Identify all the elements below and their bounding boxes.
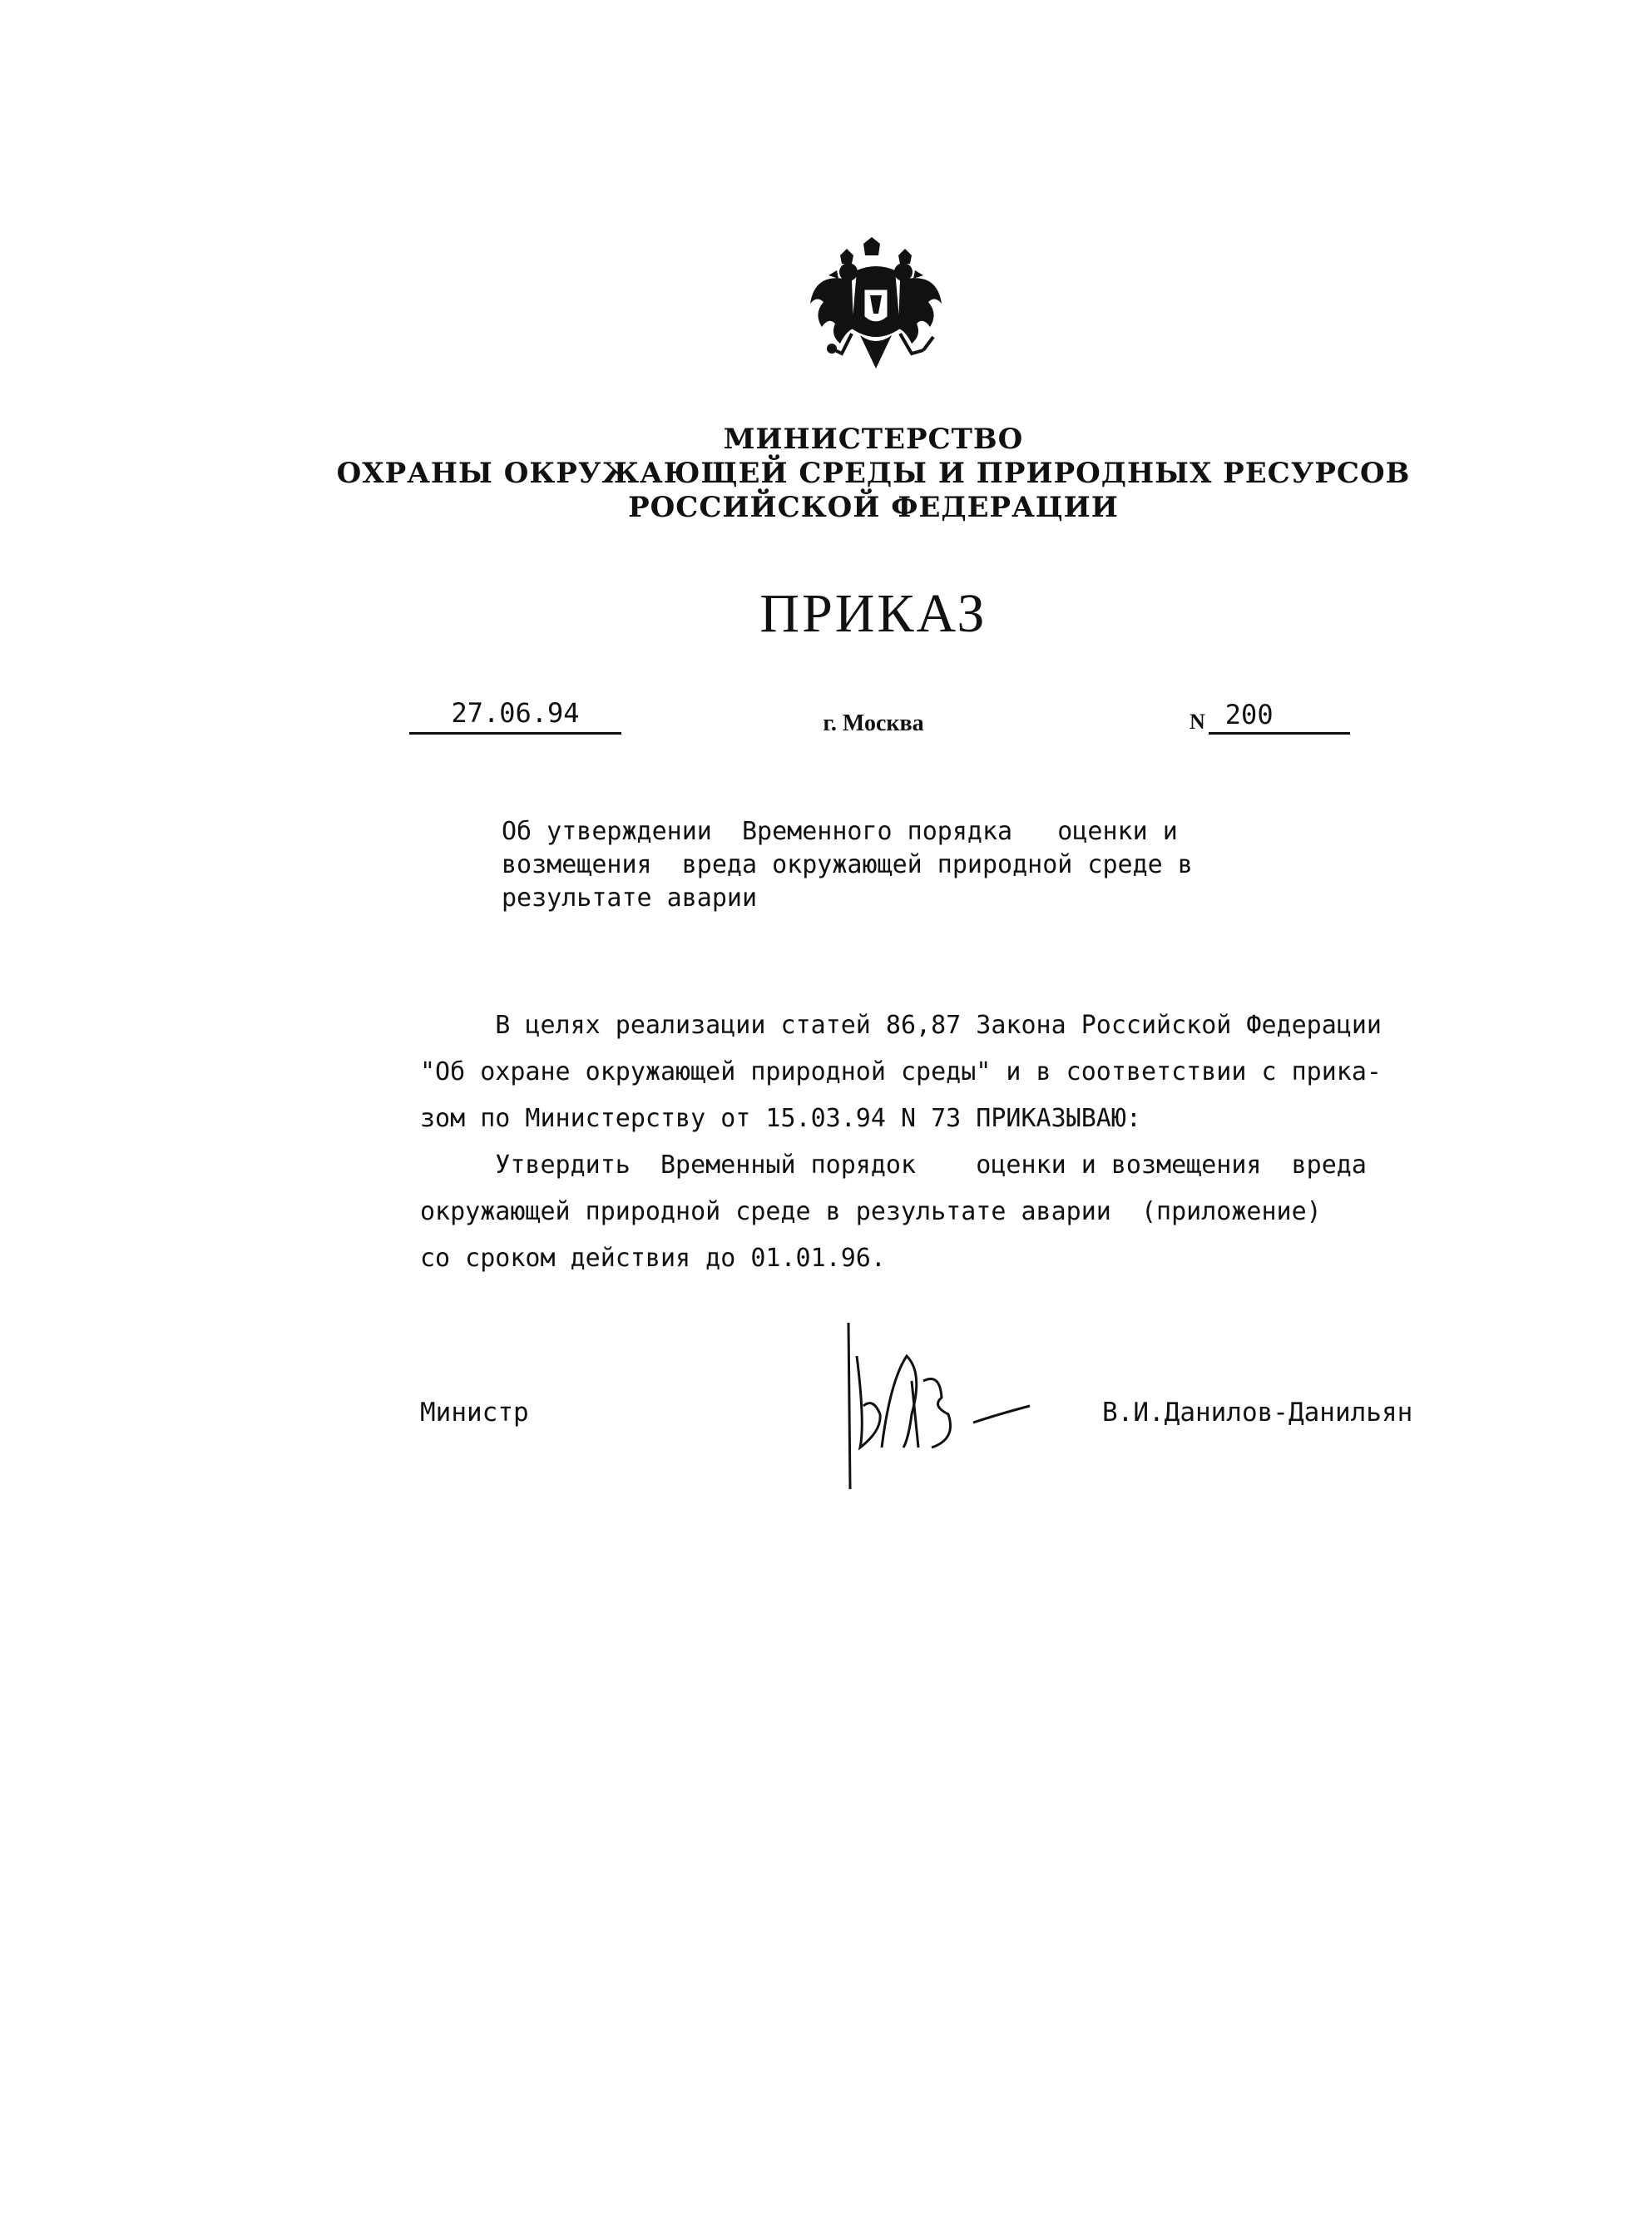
signer-name: В.И.Данилов-Данильян xyxy=(1102,1398,1413,1428)
order-number xyxy=(1190,699,1350,735)
document-type-heading: ПРИКАЗ xyxy=(759,583,987,644)
body-line-1: В целях реализации статей 86,87 Закона Российской Федерации xyxy=(420,1011,1382,1040)
ministry-line-1: МИНИСТЕРСТВО xyxy=(723,423,1024,456)
order-body xyxy=(420,1002,1535,1282)
ministry-line-2: ОХРАНЫ ОКРУЖАЮЩЕЙ СРЕДЫ И ПРИРОДНЫХ РЕСУРСОВ xyxy=(336,457,1411,490)
order-subject xyxy=(502,815,1333,915)
order-number-label: N xyxy=(1190,710,1205,734)
subject-line-1: Об утверждении Временного порядка оценки и xyxy=(502,817,1178,846)
coat-of-arms-icon xyxy=(799,237,957,387)
order-date: 27.06.94 xyxy=(409,697,621,735)
subject-line-2: возмещения вреда окружающей природной среде в xyxy=(502,850,1193,879)
body-line-5: окружающей природной среде в результате аварии (приложение) xyxy=(420,1197,1322,1226)
ministry-name xyxy=(333,423,1414,525)
order-city: г. Москва xyxy=(823,710,924,736)
body-line-2: "Об охране окружающей природной среды" и в соответствии с прика- xyxy=(420,1057,1382,1086)
body-line-6: со сроком действия до 01.01.96. xyxy=(420,1244,886,1273)
ministry-line-3: РОССИЙСКОЙ ФЕДЕРАЦИИ xyxy=(628,491,1119,524)
order-number-value: 200 xyxy=(1209,699,1350,735)
signer-title: Министр xyxy=(420,1398,529,1428)
handwritten-signature xyxy=(832,1323,1048,1489)
body-line-4: Утвердить Временный порядок оценки и возмещения вреда xyxy=(420,1151,1367,1180)
subject-line-3: результате аварии xyxy=(502,883,758,913)
body-line-3: зом по Министерству от 15.03.94 N 73 ПРИКАЗЫВАЮ: xyxy=(420,1104,1141,1133)
